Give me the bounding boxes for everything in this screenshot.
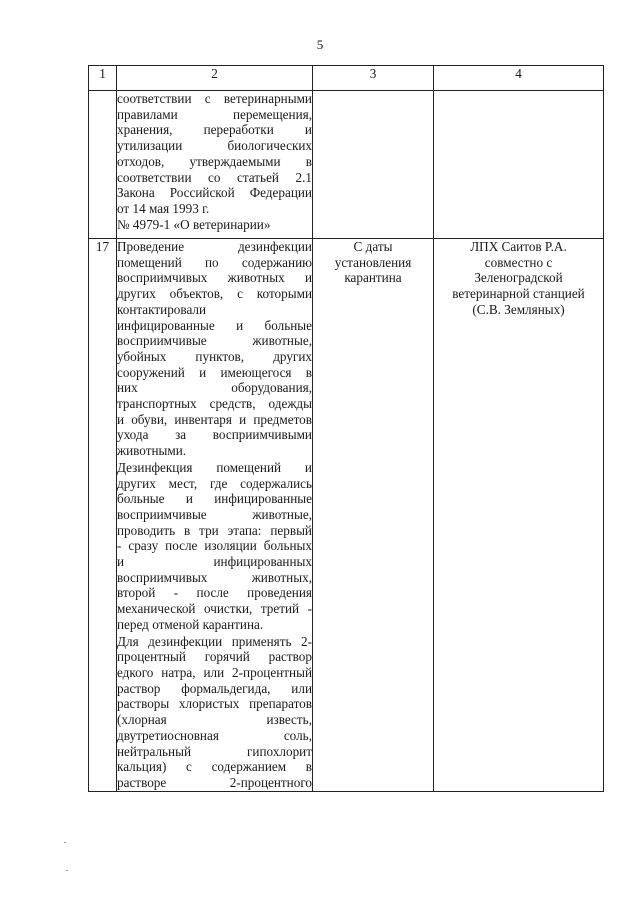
table-header-row bbox=[89, 66, 604, 91]
responsible-line: ЛПХ Саитов Р.А. bbox=[470, 239, 567, 254]
description-line: сооружений и имеющегося в bbox=[117, 364, 312, 380]
description-line: контактировали bbox=[117, 301, 207, 317]
responsible-line: (С.В. Земляных) bbox=[472, 301, 565, 317]
column-header-1: 1 bbox=[89, 66, 117, 91]
responsible-line: совместно с bbox=[484, 254, 553, 270]
description-line: (хлорная известь, bbox=[117, 712, 312, 728]
deadline-cell bbox=[313, 239, 434, 792]
page-number: 5 bbox=[316, 37, 324, 52]
description-line: восприимчивые животные, bbox=[117, 506, 312, 522]
description-line: проводить в три этапа: первый bbox=[117, 522, 312, 538]
row-number-cell bbox=[89, 91, 117, 239]
description-line: хранения, переработки и bbox=[117, 122, 312, 138]
deadline-line: установления bbox=[334, 254, 412, 270]
measures-table bbox=[88, 65, 604, 792]
description-line: и обуви, инвентаря и предметов bbox=[117, 411, 312, 427]
table-row-continued bbox=[89, 91, 604, 239]
description-line: транспортных средств, одежды bbox=[117, 396, 312, 412]
description-line: других объектов, с которыми bbox=[117, 286, 312, 302]
description-line: других мест, где содержались bbox=[117, 475, 312, 491]
description-line: - сразу после изоляции больных bbox=[117, 538, 312, 554]
column-header-2: 2 bbox=[117, 66, 313, 91]
description-line: процентный горячий раствор bbox=[117, 649, 312, 665]
description-line: восприимчивые животные, bbox=[117, 333, 312, 349]
column-header-3: 3 bbox=[313, 66, 434, 91]
description-line: помещений по содержанию bbox=[117, 254, 312, 270]
deadline-cell bbox=[313, 91, 434, 239]
description-line: соответствии с ветеринарными bbox=[117, 91, 312, 106]
description-line: двутретиосновная соль, bbox=[117, 727, 312, 743]
description-line: второй - после проведения bbox=[117, 585, 312, 601]
description-line: нейтральный гипохлорит bbox=[117, 743, 312, 759]
description-line: больные и инфицированные bbox=[117, 491, 312, 507]
description-line: Проведение дезинфекции bbox=[117, 239, 312, 254]
description-line: растворе 2-процентного bbox=[117, 774, 312, 790]
row-number-cell: 17 bbox=[89, 239, 117, 792]
description-line: животными. bbox=[117, 443, 187, 459]
description-line: раствор формальдегида, или bbox=[117, 680, 312, 696]
description-line: механической очистки, третий - bbox=[117, 601, 312, 617]
description-line: № 4979-1 «О ветеринарии» bbox=[117, 216, 271, 232]
description-line: от 14 мая 1993 г. bbox=[117, 200, 210, 216]
description-line: соответствии со статьей 2.1 bbox=[117, 169, 312, 185]
description-line: растворы хлористых препаратов bbox=[117, 696, 312, 712]
description-line: утилизации биологических bbox=[117, 138, 312, 154]
responsible-cell bbox=[434, 239, 604, 792]
description-line: восприимчивых животных и bbox=[117, 270, 312, 286]
description-line: инфицированные и больные bbox=[117, 317, 312, 333]
scan-speck bbox=[64, 842, 66, 843]
description-line: Дезинфекция помещений и bbox=[117, 459, 312, 475]
description-line: отходов, утверждаемыми в bbox=[117, 153, 312, 169]
responsible-line: Зеленоградской bbox=[474, 270, 563, 286]
description-line: Закона Российской Федерации bbox=[117, 185, 312, 201]
description-line: кальция) с содержанием в bbox=[117, 759, 312, 775]
deadline-line: С даты bbox=[353, 239, 393, 254]
description-line: них оборудования, bbox=[117, 380, 312, 396]
deadline-line: карантина bbox=[344, 270, 402, 286]
description-line: едкого натра, или 2-процентный bbox=[117, 664, 312, 680]
description-line: и инфицированных bbox=[117, 554, 312, 570]
description-line: Для дезинфекции применять 2- bbox=[117, 633, 312, 649]
responsible-line: ветеринарной станцией bbox=[452, 286, 585, 302]
table-row-17 bbox=[89, 239, 604, 792]
responsible-cell bbox=[434, 91, 604, 239]
column-header-4: 4 bbox=[434, 66, 604, 91]
description-line: ухода за восприимчивыми bbox=[117, 427, 312, 443]
description-line: восприимчивых животных, bbox=[117, 569, 312, 585]
measure-description-cell bbox=[117, 91, 313, 239]
description-line: перед отменой карантина. bbox=[117, 616, 264, 632]
scan-speck bbox=[66, 870, 68, 871]
description-line: правилами перемещения, bbox=[117, 106, 312, 122]
measure-description-cell bbox=[117, 239, 313, 792]
description-line: убойных пунктов, других bbox=[117, 348, 312, 364]
